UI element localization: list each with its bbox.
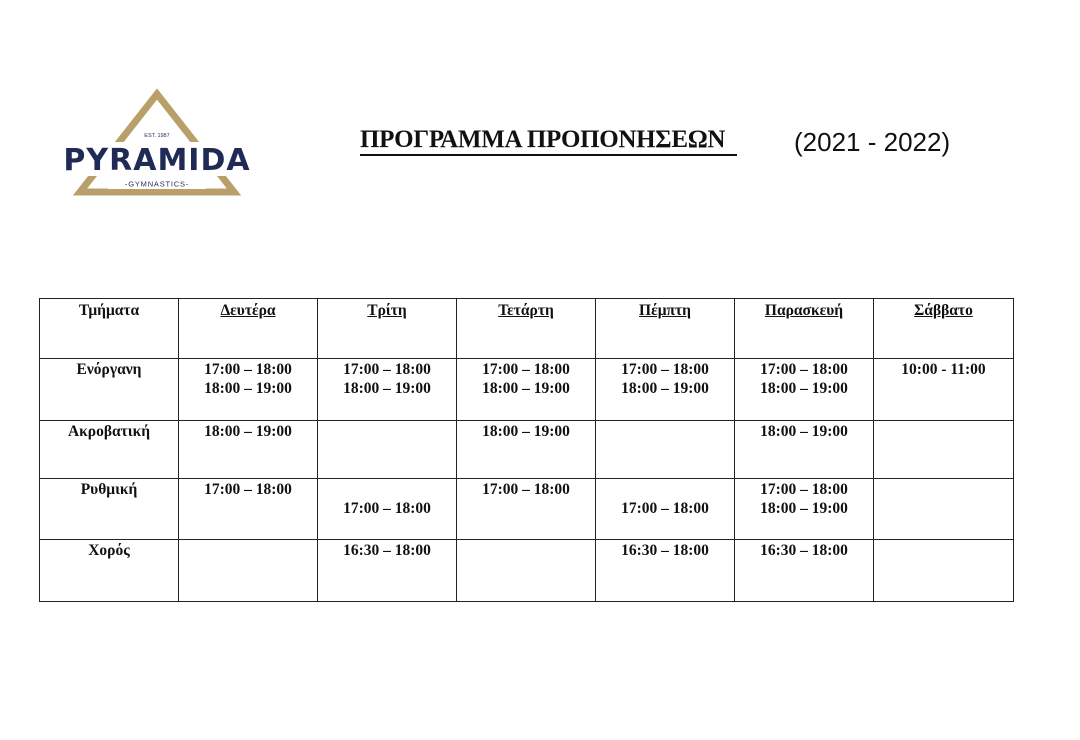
season-label: (2021 - 2022) [794,127,951,157]
schedule-cell [179,540,318,602]
schedule-cell [179,359,318,421]
department-name: Ενόργανη [40,359,179,421]
time-slot: 17:00 – 18:00 [482,481,570,498]
pyramid-logo-graphic [63,88,251,198]
time-slot: 17:00 – 18:00 [343,361,431,378]
header-day [735,299,874,359]
schedule-cell [596,479,735,540]
schedule-cell [318,359,457,421]
schedule-cell [179,479,318,540]
department-name: Ρυθμική [40,479,179,540]
header-row [40,299,1014,359]
schedule-cell [874,421,1014,479]
time-slot [598,480,732,499]
schedule-cell [735,479,874,540]
table-row [40,479,1014,540]
time-slot: 18:00 – 19:00 [760,380,848,397]
time-slot: 18:00 – 19:00 [204,423,292,440]
table-row [40,359,1014,421]
schedule-cell [596,359,735,421]
header-day [596,299,735,359]
time-slot: 17:00 – 18:00 [343,500,431,517]
schedule-cell [874,540,1014,602]
logo-brand: PYRAMIDA [63,143,251,178]
time-slot: 16:30 – 18:00 [343,542,431,559]
schedule-cell [457,421,596,479]
time-slot: 18:00 – 19:00 [760,423,848,440]
header-day [179,299,318,359]
day-label: Δευτέρα [220,302,276,319]
time-slot: 17:00 – 18:00 [760,361,848,378]
schedule-cell [596,421,735,479]
time-slot: 16:30 – 18:00 [760,542,848,559]
pyramida-logo [63,88,251,198]
schedule-cell [874,479,1014,540]
day-label: Τρίτη [367,302,407,319]
time-slot: 17:00 – 18:00 [204,481,292,498]
schedule-cell [874,359,1014,421]
schedule-cell [318,540,457,602]
schedule-cell [318,421,457,479]
header-day [457,299,596,359]
schedule-cell [457,359,596,421]
page-title: ΠΡΟΓΡΑΜΜΑ ΠΡΟΠΟΝΗΣΕΩΝ [360,126,737,156]
time-slot: 17:00 – 18:00 [482,361,570,378]
header-day [318,299,457,359]
department-name: Χορός [40,540,179,602]
time-slot: 17:00 – 18:00 [204,361,292,378]
training-schedule-table [39,298,1014,602]
header-day [874,299,1014,359]
time-slot: 18:00 – 19:00 [621,380,709,397]
time-slot: 18:00 – 19:00 [482,380,570,397]
table-row [40,540,1014,602]
time-slot: 18:00 – 19:00 [343,380,431,397]
schedule-cell [596,540,735,602]
schedule-cell [179,421,318,479]
schedule-cell [735,359,874,421]
table-row [40,421,1014,479]
header-departments: Τμήματα [40,299,179,359]
department-name: Ακροβατική [40,421,179,479]
day-label: Σάββατο [914,302,973,319]
schedule-cell [735,540,874,602]
day-label: Πέμπτη [639,302,691,319]
logo-established: EST. 1987 [144,133,170,139]
logo-tagline: -GYMNASTICS- [124,179,190,189]
day-label: Τετάρτη [498,302,554,319]
time-slot: 17:00 – 18:00 [760,481,848,498]
schedule-cell [735,421,874,479]
time-slot: 16:30 – 18:00 [621,542,709,559]
day-label: Παρασκευή [764,302,844,319]
time-slot: 18:00 – 19:00 [482,423,570,440]
schedule-cell [457,479,596,540]
time-slot: 17:00 – 18:00 [621,500,709,517]
schedule-cell [457,540,596,602]
time-slot: 18:00 – 19:00 [204,380,292,397]
time-slot: 10:00 - 11:00 [901,361,986,378]
time-slot [320,480,454,499]
time-slot: 18:00 – 19:00 [760,500,848,517]
time-slot: 17:00 – 18:00 [621,361,709,378]
schedule-cell [318,479,457,540]
